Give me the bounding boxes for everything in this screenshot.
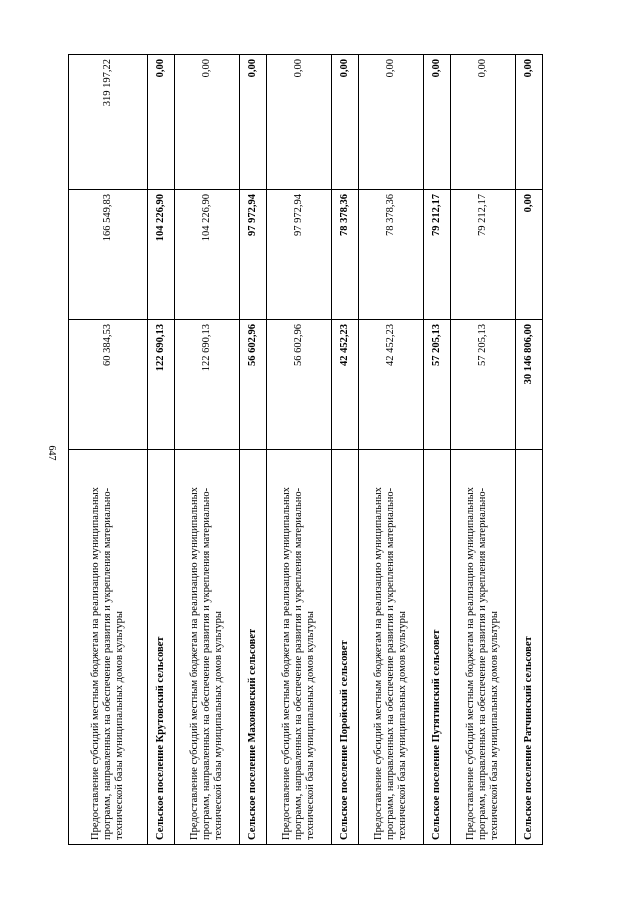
table-row xyxy=(516,55,543,845)
row-value-1: 57 205,13 xyxy=(424,320,451,450)
row-value-3: 0,00 xyxy=(240,55,267,190)
row-value-2: 97 972,94 xyxy=(267,190,332,320)
table-row xyxy=(424,55,451,845)
row-value-2: 104 226,90 xyxy=(175,190,240,320)
page-number: 647 xyxy=(46,445,57,461)
row-value-1: 42 452,23 xyxy=(332,320,359,450)
row-value-2: 166 549,83 xyxy=(69,190,148,320)
row-name: Предоставление субсидий местным бюджетам на реализацию муниципальных программ, направленных на обеспечение развития и укрепления материально-технической базы муниципальных домов культуры xyxy=(267,450,332,845)
row-name: Предоставление субсидий местным бюджетам на реализацию муниципальных программ, направленных на обеспечение развития и укрепления материально-технической базы муниципальных домов культуры xyxy=(359,450,424,845)
row-name: Сельское поселение Поройский сельсовет xyxy=(332,450,359,845)
row-name: Предоставление субсидий местным бюджетам на реализацию муниципальных программ, направленных на обеспечение развития и укрепления материально-технической базы муниципальных домов культуры xyxy=(69,450,148,845)
table-row xyxy=(240,55,267,845)
table-row xyxy=(451,55,516,845)
table-row xyxy=(332,55,359,845)
table-row xyxy=(359,55,424,845)
row-value-1: 122 690,13 xyxy=(148,320,175,450)
row-value-3: 0,00 xyxy=(175,55,240,190)
row-value-3: 0,00 xyxy=(451,55,516,190)
row-value-3: 0,00 xyxy=(424,55,451,190)
row-value-3: 0,00 xyxy=(148,55,175,190)
row-value-2: 104 226,90 xyxy=(148,190,175,320)
row-value-1: 122 690,13 xyxy=(175,320,240,450)
row-value-2: 78 378,36 xyxy=(332,190,359,320)
row-value-1: 42 452,23 xyxy=(359,320,424,450)
table-row xyxy=(69,55,148,845)
row-value-3: 319 197,22 xyxy=(69,55,148,190)
row-value-2: 0,00 xyxy=(516,190,543,320)
row-name: Сельское поселение Крутовский сельсовет xyxy=(148,450,175,845)
row-value-3: 0,00 xyxy=(516,55,543,190)
table-container xyxy=(68,55,534,845)
row-value-1: 30 146 806,00 xyxy=(516,320,543,450)
row-name: Предоставление субсидий местным бюджетам на реализацию муниципальных программ, направленных на обеспечение развития и укрепления материально-технической базы муниципальных домов культуры xyxy=(175,450,240,845)
row-value-1: 60 384,53 xyxy=(69,320,148,450)
row-name: Сельское поселение Ратчинский сельсовет xyxy=(516,450,543,845)
row-value-3: 0,00 xyxy=(359,55,424,190)
row-value-2: 79 212,17 xyxy=(424,190,451,320)
row-value-1: 57 205,13 xyxy=(451,320,516,450)
row-name: Сельское поселение Путятинский сельсовет xyxy=(424,450,451,845)
row-value-2: 79 212,17 xyxy=(451,190,516,320)
row-value-2: 97 972,94 xyxy=(240,190,267,320)
table-row xyxy=(148,55,175,845)
row-name: Предоставление субсидий местным бюджетам на реализацию муниципальных программ, направленных на обеспечение развития и укрепления материально-технической базы муниципальных домов культуры xyxy=(451,450,516,845)
row-name: Сельское поселение Махоновский сельсовет xyxy=(240,450,267,845)
row-value-1: 56 602,96 xyxy=(240,320,267,450)
row-value-2: 78 378,36 xyxy=(359,190,424,320)
row-value-3: 0,00 xyxy=(267,55,332,190)
budget-table xyxy=(68,54,543,845)
table-row xyxy=(175,55,240,845)
row-value-1: 56 602,96 xyxy=(267,320,332,450)
row-value-3: 0,00 xyxy=(332,55,359,190)
table-row xyxy=(267,55,332,845)
